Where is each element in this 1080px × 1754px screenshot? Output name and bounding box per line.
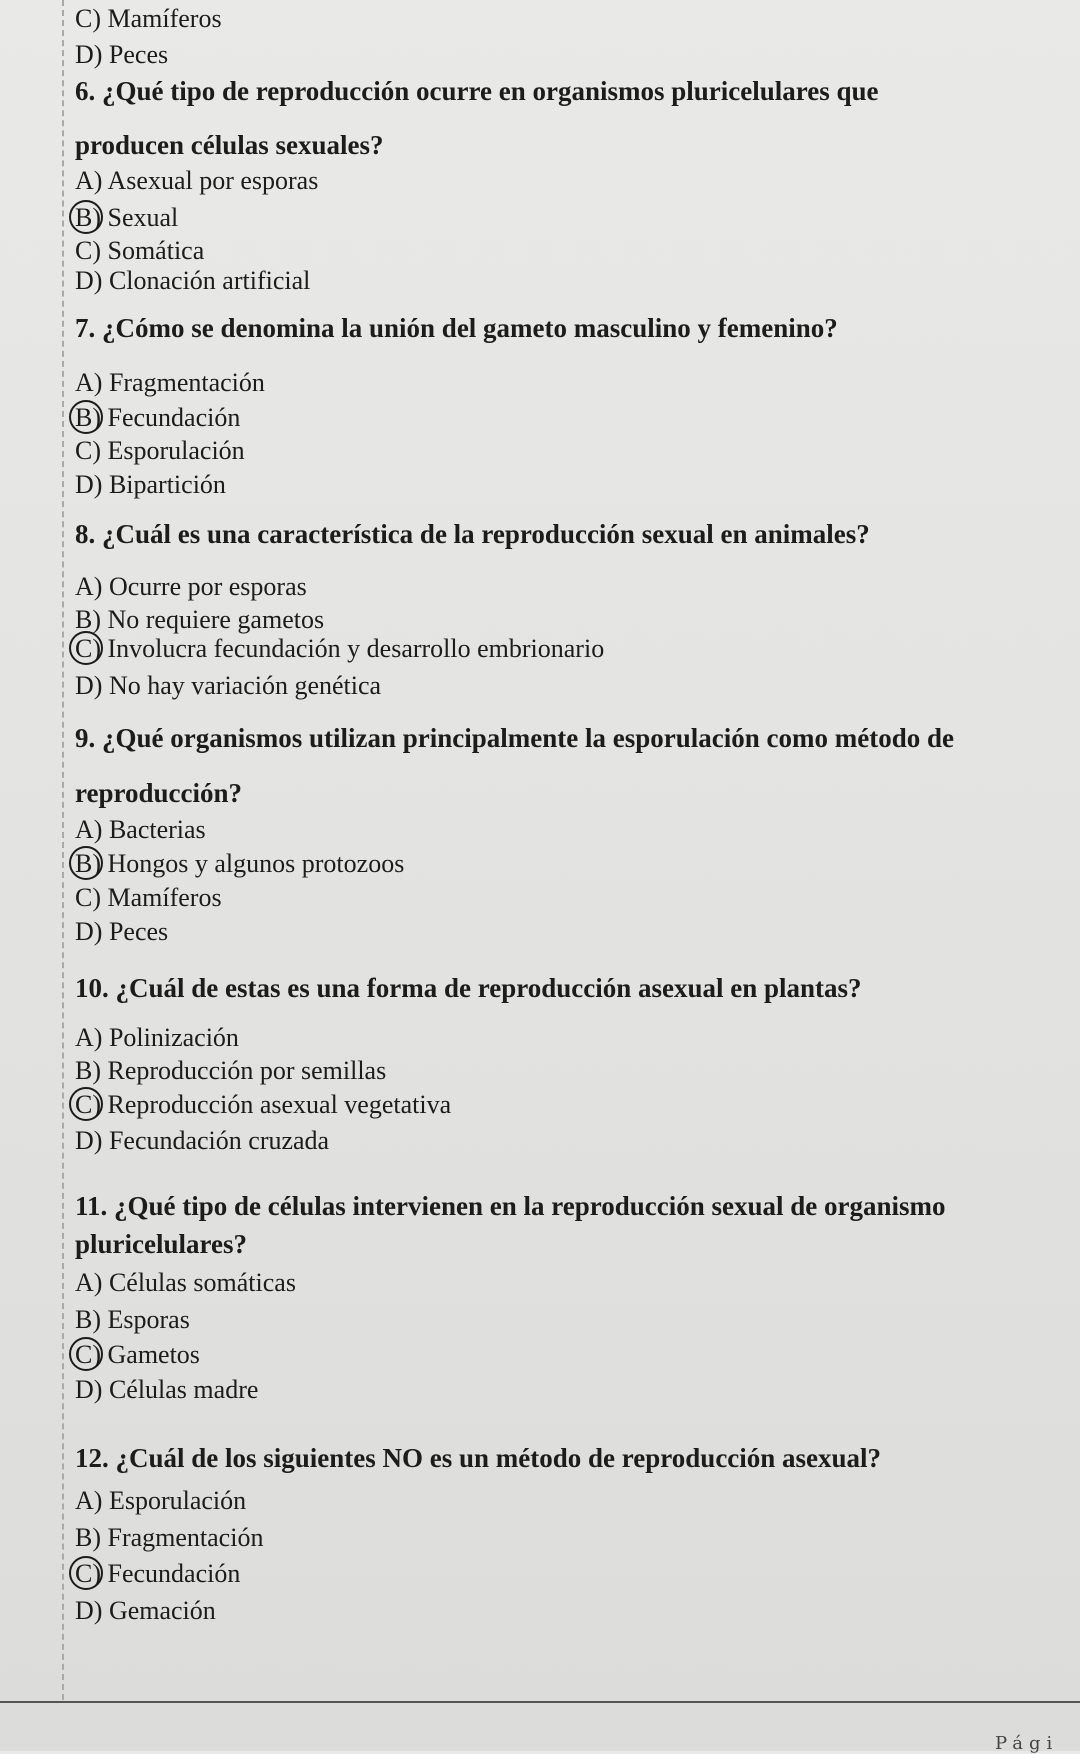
- question-6-option-a: A) Asexual por esporas: [75, 166, 319, 195]
- answer-circle: B): [75, 849, 101, 878]
- question-7-option-d: D) Bipartición: [75, 470, 226, 499]
- question-7-option-a: A) Fragmentación: [75, 368, 265, 397]
- answer-circle: B): [75, 203, 101, 232]
- answer-circle: C): [75, 1090, 101, 1119]
- question-11-text-cont: pluricelulares?: [75, 1229, 247, 1259]
- question-10-option-b: B) Reproducción por semillas: [75, 1056, 387, 1085]
- question-9-text-cont: reproducción?: [75, 778, 243, 808]
- question-9-option-c: C) Mamíferos: [75, 883, 222, 912]
- question-6-option-d: D) Clonación artificial: [75, 266, 311, 295]
- question-9-option-d: D) Peces: [75, 917, 169, 946]
- question-8-text: 8. ¿Cuál es una característica de la reproducción sexual en animales?: [75, 519, 870, 549]
- question-10-option-d: D) Fecundación cruzada: [75, 1126, 330, 1155]
- question-12-option-d: D) Gemación: [75, 1596, 216, 1625]
- prev-option-c: C) Mamíferos: [75, 4, 222, 33]
- question-8-option-a: A) Ocurre por esporas: [75, 572, 307, 601]
- page-footer-label: Pági: [995, 1733, 1059, 1754]
- question-8-option-d: D) No hay variación genética: [75, 671, 382, 700]
- answer-circle: C): [75, 1340, 101, 1369]
- question-12-option-c: C) Fecundación: [75, 1559, 241, 1588]
- question-9-text: 9. ¿Qué organismos utilizan principalmente la esporulación como método de: [75, 723, 954, 753]
- question-6-text: 6. ¿Qué tipo de reproducción ocurre en organismos pluricelulares que: [75, 76, 879, 106]
- question-7-text: 7. ¿Cómo se denomina la unión del gameto masculino y femenino?: [75, 313, 838, 343]
- prev-option-d: D) Peces: [75, 40, 169, 69]
- question-12-option-a: A) Esporulación: [75, 1486, 247, 1515]
- question-8-option-b: B) No requiere gametos: [75, 605, 325, 634]
- question-11-text: 11. ¿Qué tipo de células intervienen en la reproducción sexual de organismo: [75, 1191, 946, 1221]
- question-9-option-b: B) Hongos y algunos protozoos: [75, 849, 405, 878]
- answer-circle: C): [75, 1559, 101, 1588]
- question-6-text-cont: producen células sexuales?: [75, 130, 384, 160]
- margin-line: [62, 0, 64, 1700]
- question-7-option-c: C) Esporulación: [75, 436, 245, 465]
- question-6-option-b: B) Sexual: [75, 203, 179, 232]
- question-9-option-a: A) Bacterias: [75, 815, 206, 844]
- question-12-text: 12. ¿Cuál de los siguientes NO es un método de reproducción asexual?: [75, 1443, 882, 1473]
- question-7-option-b: B) Fecundación: [75, 403, 241, 432]
- answer-circle: C): [75, 634, 101, 663]
- question-11-option-d: D) Células madre: [75, 1375, 259, 1404]
- answer-circle: B): [75, 403, 101, 432]
- question-10-option-c: C) Reproducción asexual vegetativa: [75, 1090, 452, 1119]
- question-12-option-b: B) Fragmentación: [75, 1523, 264, 1552]
- question-6-option-c: C) Somática: [75, 236, 205, 265]
- question-11-option-c: C) Gametos: [75, 1340, 200, 1369]
- question-10-text: 10. ¿Cuál de estas es una forma de reproducción asexual en plantas?: [75, 973, 862, 1003]
- question-11-option-b: B) Esporas: [75, 1305, 190, 1334]
- question-10-option-a: A) Polinización: [75, 1023, 239, 1052]
- question-8-option-c: C) Involucra fecundación y desarrollo embrionario: [75, 634, 605, 663]
- question-11-option-a: A) Células somáticas: [75, 1268, 296, 1297]
- footer-rule: [0, 1701, 1080, 1703]
